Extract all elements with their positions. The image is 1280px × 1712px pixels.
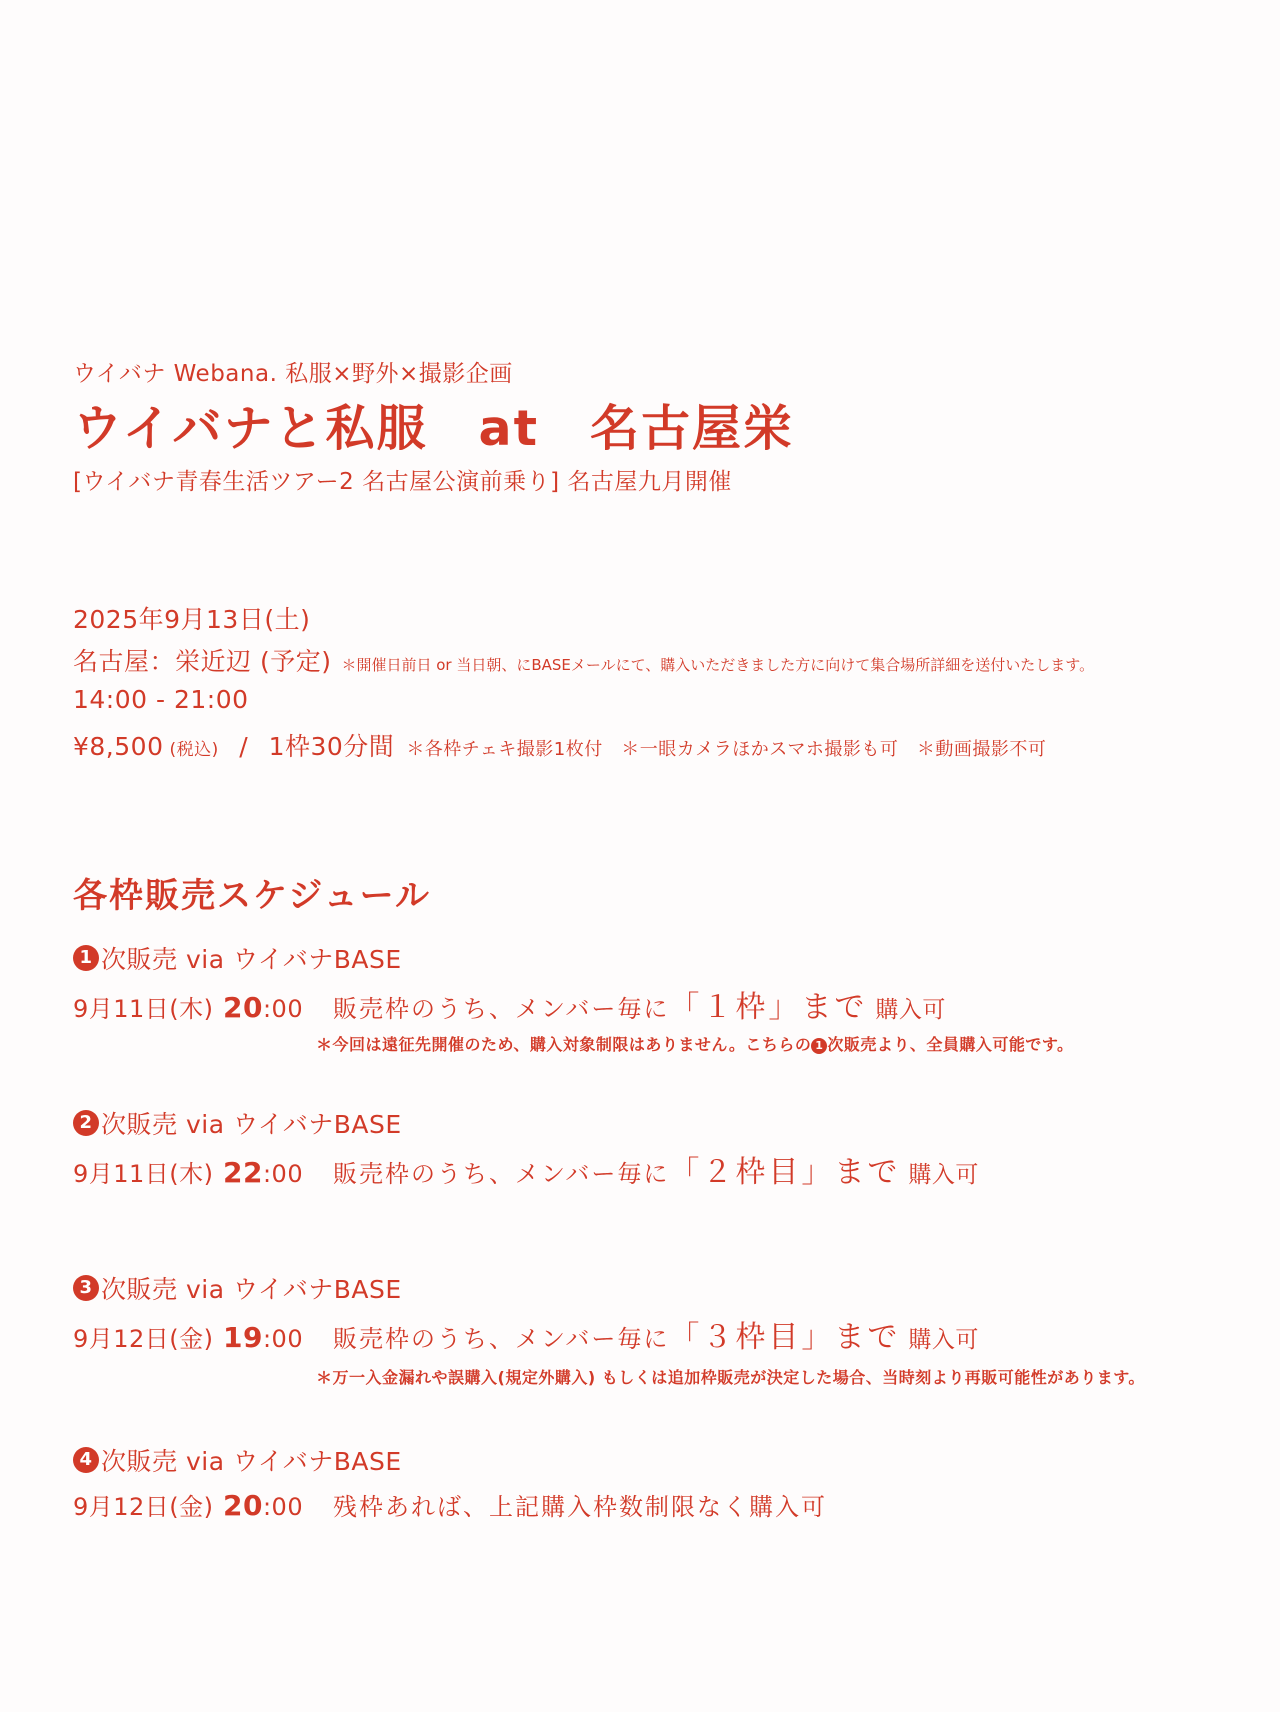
phase-time-minute: :00 [262,995,304,1023]
phase-time-minute: :00 [262,1325,304,1353]
phase-time-minute: :00 [262,1493,304,1521]
event-title: ウイバナと私服 at 名古屋栄 [73,400,795,457]
phase-2-heading [73,1105,402,1141]
phase-number-badge-small: 1 [811,1038,827,1054]
phase-time [223,1156,313,1189]
phase-date: 9月12日(金) [73,1493,214,1521]
phase-2-details [73,1147,979,1191]
phase-3-heading [73,1270,402,1306]
phase-description: 販売枠のうち、メンバー毎に [333,1160,670,1188]
phase-time [223,991,313,1024]
phase-3-details [73,1312,979,1356]
phase-description: 販売枠のうち、メンバー毎に [333,1325,670,1353]
slot-duration: 1枠30分間 [268,732,395,761]
phase-slot-limit: 「１枠」まで [669,990,868,1025]
event-date: 2025年9月13日(土) [73,605,311,634]
phase-1-details [73,982,946,1026]
phase-time-minute: :00 [262,1160,304,1188]
phase-3-note: ＊万一入金漏れや誤購入(規定外購入) もしくは追加枠販売が決定した場合、当時刻より再販可能性があります。 [316,1368,1145,1387]
phase-1-heading [73,940,402,976]
phase-time [223,1489,313,1522]
phase-description: 残枠あれば、上記購入枠数制限なく購入可 [333,1493,827,1521]
phase-label: 次販売 via ウイバナBASE [101,1110,402,1139]
phase-1-note [316,1032,1074,1055]
phase-number-badge: 2 [73,1110,99,1136]
location-note: ＊開催日前日 or 当日朝、にBASEメールにて、購入いただきました方に向けて集合場所詳細を送付いたします。 [341,656,1095,674]
phase-label: 次販売 via ウイバナBASE [101,945,402,974]
phase-buy-label: 購入可 [908,1327,979,1353]
price-notes: ＊各枠チェキ撮影1枚付 ＊一眼カメラほかスマホ撮影も可 ＊動画撮影不可 [406,739,1047,760]
phase-buy-label: 購入可 [875,997,946,1023]
event-price-row [73,727,1046,763]
phase-buy-label: 購入可 [908,1162,979,1188]
phase-label: 次販売 via ウイバナBASE [101,1447,402,1476]
phase-4-heading [73,1442,402,1478]
phase-number-badge: 3 [73,1275,99,1301]
event-tagline: [ウイバナ青春生活ツアー2 名古屋公演前乗り] 名古屋九月開催 [73,469,732,495]
price: ¥8,500 [73,732,164,761]
schedule-title: 各枠販売スケジュール [73,876,431,916]
phase-date: 9月12日(金) [73,1325,214,1353]
phase-date: 9月11日(木) [73,1160,214,1188]
event-subtitle: ウイバナ Webana. 私服×野外×撮影企画 [73,361,513,387]
phase-label: 次販売 via ウイバナBASE [101,1275,402,1304]
event-location-row [73,642,1094,678]
event-location: 名古屋：栄近辺 (予定) [73,647,332,676]
phase-time-hour: 20 [223,991,263,1024]
phase-number-badge: 1 [73,945,99,971]
phase-note-text: 次販売より、全員購入可能です。 [827,1035,1074,1054]
phase-time-hour: 19 [223,1321,263,1354]
phase-note-text: ＊今回は遠征先開催のため、購入対象制限はありません。こちらの [316,1035,812,1054]
price-separator: / [239,732,249,761]
phase-date: 9月11日(木) [73,995,214,1023]
phase-4-details [73,1487,827,1522]
phase-time-hour: 22 [223,1156,263,1189]
phase-slot-limit: 「２枠目」まで [669,1155,901,1190]
phase-time [223,1321,313,1354]
phase-description: 販売枠のうち、メンバー毎に [333,995,670,1023]
phase-number-badge: 4 [73,1447,99,1473]
event-time: 14:00 - 21:00 [73,685,249,714]
phase-time-hour: 20 [223,1489,263,1522]
phase-slot-limit: 「３枠目」まで [669,1320,901,1355]
price-tax: (税込) [169,740,219,760]
